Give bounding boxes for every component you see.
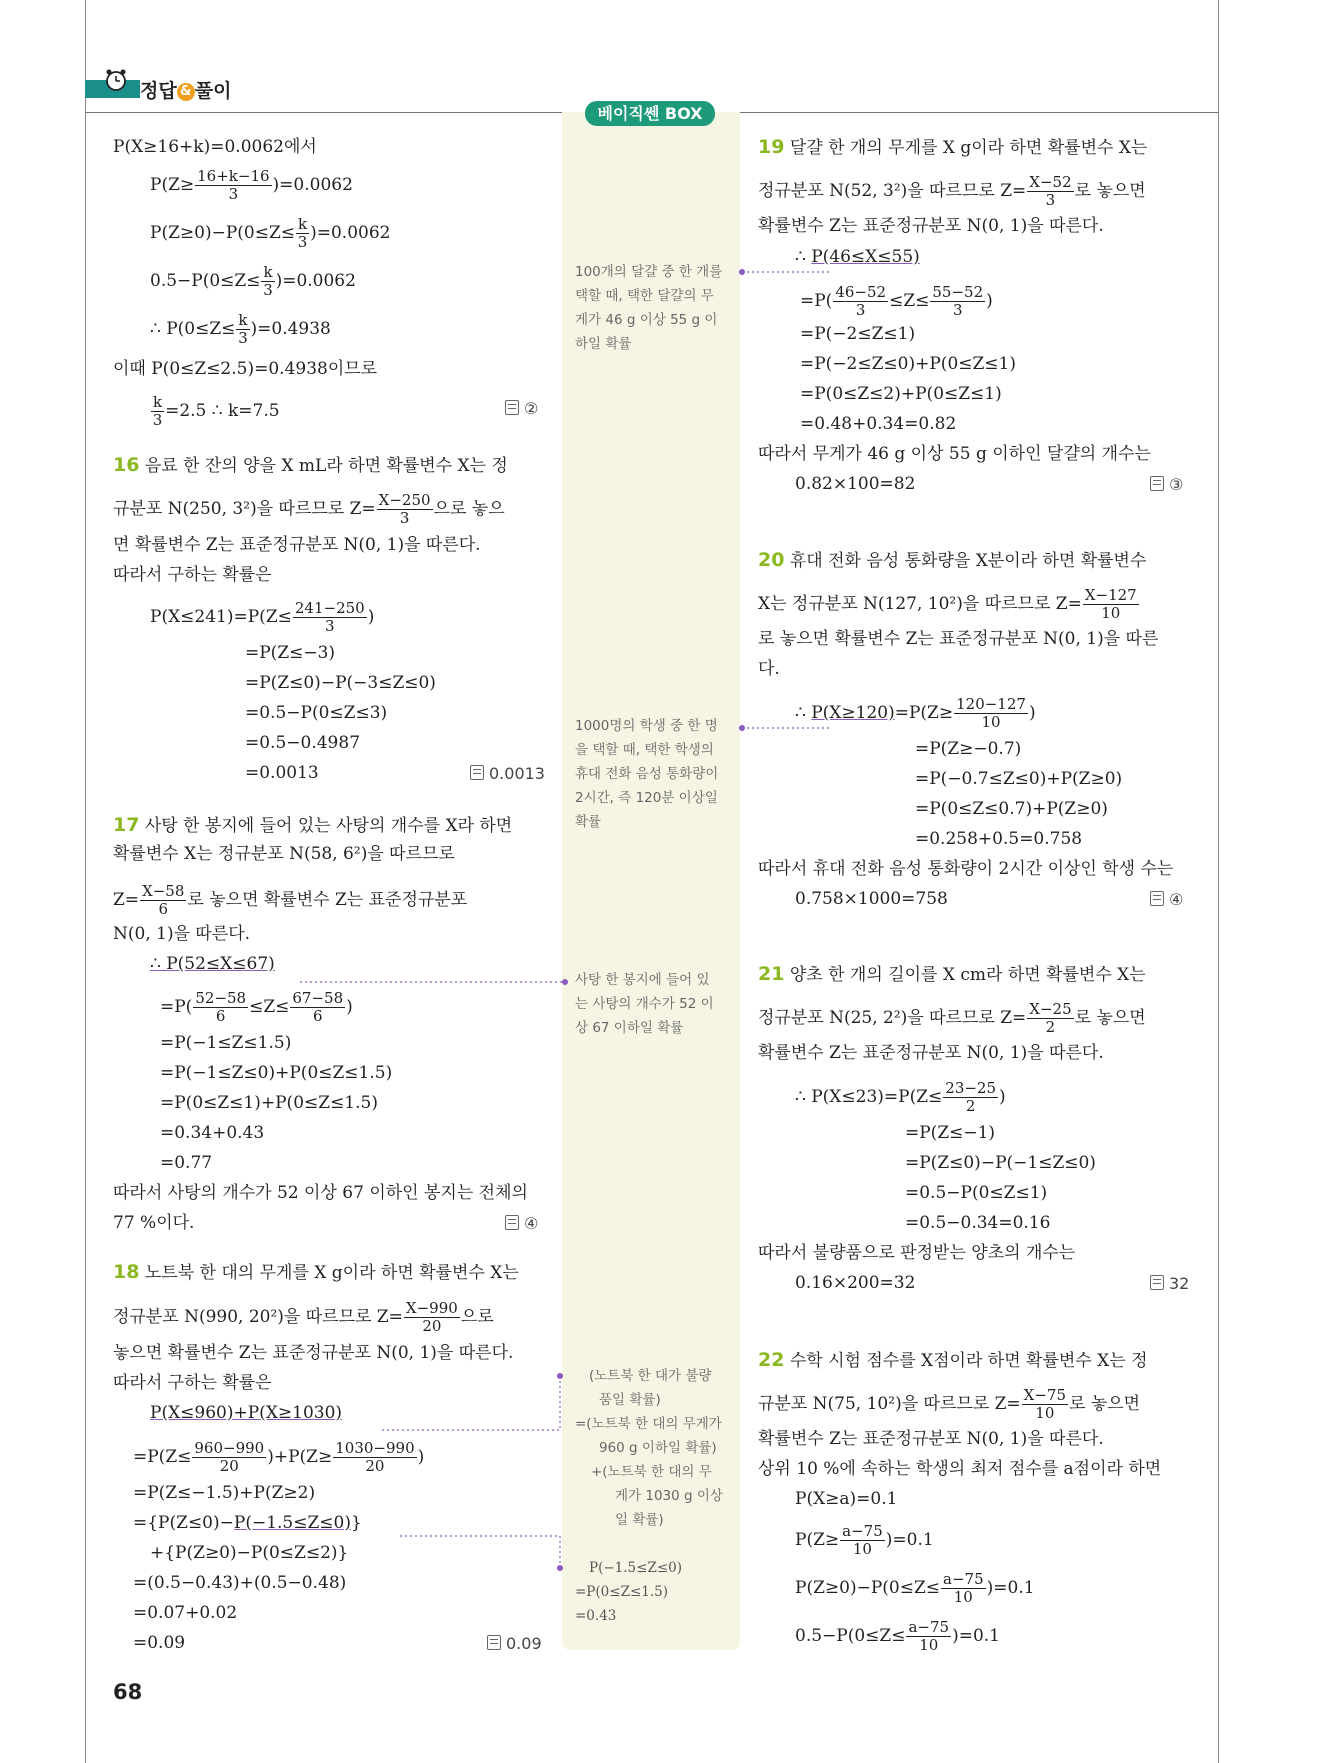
math-line: =P( $\frac{46-52}{3}$ ≤Z≤ $\frac{55-52}{3}$ ) (800, 283, 993, 319)
problem-21-line: 21 양초 한 개의 길이를 X cm라 하면 확률변수 X는 (758, 963, 1146, 985)
ampersand-badge: & (177, 83, 195, 101)
math-line: =(0.5−0.43)+(0.5−0.48) (133, 1573, 347, 1593)
math-line: =0.5−0.34=0.16 (905, 1213, 1051, 1233)
math-line: =P(Z≤−3) (245, 643, 336, 663)
math-line: =0.07+0.02 (133, 1603, 238, 1623)
text-line: 놓으면 확률변수 Z는 표준정규분포 N(0, 1)을 따른다. (113, 1343, 514, 1363)
math-line: 정규분포 N(25, 2²)을 따르므로 Z= $\frac{X-25}{2}$ 로 놓으면 (758, 1000, 1146, 1036)
math-line: =P(−1≤Z≤0)+P(0≤Z≤1.5) (160, 1063, 393, 1083)
problem-16-line: 16 음료 한 잔의 양을 X mL라 하면 확률변수 X는 정 (113, 454, 508, 476)
math-line: =P(0≤Z≤1)+P(0≤Z≤1.5) (160, 1093, 378, 1113)
problem-number: 17 (113, 814, 140, 836)
text-line: 로 놓으면 확률변수 Z는 표준정규분포 N(0, 1)을 따른 (758, 629, 1159, 649)
math-line: X는 정규분포 N(127, 10²)을 따르므로 Z= $\frac{X-127}{10}$ (758, 586, 1137, 622)
connector-dot (557, 1373, 563, 1379)
problem-22-line: 22 수학 시험 점수를 X점이라 하면 확률변수 X는 정 (758, 1349, 1148, 1371)
problem-number: 20 (758, 549, 785, 571)
math-line: =0.5−P(0≤Z≤1) (905, 1183, 1048, 1203)
box-note-20: 1000명의 학생 중 한 명 을 택할 때, 택한 학생의 휴대 전화 음성 통화량이 2시간, 즉 120분 이상일 확률 (575, 718, 719, 830)
connector-dot (557, 1565, 563, 1571)
math-line: ∴ P(46≤X≤55) (795, 247, 920, 267)
text-line: 면 확률변수 Z는 표준정규분포 N(0, 1)을 따른다. (113, 535, 481, 555)
math-line: 규분포 N(250, 3²)을 따르므로 Z= $\frac{X-250}{3}$ 으로 놓으 (113, 491, 505, 527)
answer-badge: 0.09 (487, 1634, 542, 1653)
math-line: =0.77 (160, 1153, 213, 1173)
math-line: Z= $\frac{X-58}{6}$ 로 놓으면 확률변수 Z는 표준정규분포 (113, 882, 468, 918)
box-note-18a: (노트북 한 대가 불량 품일 확률) =(노트북 한 대의 무게가 960 g 이하일 확률) +(노트북 한 대의 무 게가 1030 g 이상 일 확률) (575, 1368, 723, 1528)
math-line: =P(−0.7≤Z≤0)+P(Z≥0) (915, 769, 1123, 789)
answer-badge: ③ (1150, 475, 1183, 494)
box-note-17: 사탕 한 봉지에 들어 있 는 사탕의 개수가 52 이 상 67 이하일 확률 (575, 972, 714, 1036)
text-line: 따라서 무게가 46 g 이상 55 g 이하인 달걀의 개수는 (758, 444, 1151, 464)
problem-19-line: 19 달걀 한 개의 무게를 X g이라 하면 확률변수 X는 (758, 136, 1148, 158)
math-line: =P(0≤Z≤2)+P(0≤Z≤1) (800, 384, 1002, 404)
math-line: ={P(Z≤0)−P(−1.5≤Z≤0)} (133, 1513, 362, 1533)
header-title: 정답 & 풀이 (140, 80, 232, 102)
math-line: =0.258+0.5=0.758 (915, 829, 1083, 849)
text-line: 따라서 불량품으로 판정받는 양초의 개수는 (758, 1243, 1076, 1263)
problem-number: 22 (758, 1349, 785, 1371)
math-line: ∴ P(X≤23)=P(Z≤ $\frac{23-25}{2}$ ) (795, 1079, 1006, 1115)
answer-badge: ④ (505, 1214, 538, 1233)
math-line: 0.5−P(0≤Z≤ $\frac{a-75}{10}$ )=0.1 (795, 1618, 1000, 1654)
text-line: 이때 P(0≤Z≤2.5)=0.4938이므로 (113, 359, 378, 379)
problem-number: 18 (113, 1261, 140, 1283)
math-line: =P(0≤Z≤0.7)+P(Z≥0) (915, 799, 1108, 819)
math-line: 0.82×100=82 (795, 474, 916, 494)
problem-number: 21 (758, 963, 785, 985)
math-line: P(Z≥0)−P(0≤Z≤ $\frac{k}{3}$ )=0.0062 (150, 215, 391, 251)
basic-box-label: 베이직쎈 BOX (585, 101, 715, 126)
math-line: 0.16×200=32 (795, 1273, 916, 1293)
text-line: 확률변수 Z는 표준정규분포 N(0, 1)을 따른다. (758, 216, 1104, 236)
math-line: =P( $\frac{52-58}{6}$ ≤Z≤ $\frac{67-58}{6}$ ) (160, 989, 353, 1025)
math-line: 정규분포 N(990, 20²)을 따르므로 Z= $\frac{X-990}{20}$ 으로 (113, 1299, 494, 1335)
math-line: =0.0013 (245, 763, 319, 783)
box-note-18b: P(−1.5≤Z≤0) =P(0≤Z≤1.5) =0.43 (575, 1560, 682, 1624)
text-line: 따라서 구하는 확률은 (113, 1373, 272, 1393)
problem-20-line: 20 휴대 전화 음성 통화량을 X분이라 하면 확률변수 (758, 549, 1147, 571)
connector-dot (739, 725, 745, 731)
answer-badge: ④ (1150, 890, 1183, 909)
math-line: ∴ P(X≥120)=P(Z≥ $\frac{120-127}{10}$ ) (795, 695, 1036, 731)
math-line: 정규분포 N(52, 3²)을 따르므로 Z= $\frac{X-52}{3}$ 로 놓으면 (758, 173, 1146, 209)
math-line: ∴ P(0≤Z≤ $\frac{k}{3}$ )=0.4938 (150, 311, 331, 347)
math-line: P(Z≥ $\frac{a-75}{10}$ )=0.1 (795, 1522, 934, 1558)
math-line: =0.5−0.4987 (245, 733, 361, 753)
math-line: =P(−1≤Z≤1.5) (160, 1033, 292, 1053)
box-note-19: 100개의 달걀 중 한 개를 택할 때, 택한 달걀의 무 게가 46 g 이상 55 g 이 하일 확률 (575, 264, 723, 352)
text-line: P(X≥16+k)=0.0062에서 (113, 137, 317, 157)
math-line: P(X≥a)=0.1 (795, 1489, 898, 1509)
connector-dot (739, 269, 745, 275)
math-line: P(X≤241)=P(Z≤ $\frac{241-250}{3}$ ) (150, 599, 375, 635)
problem-17-line: 17 사탕 한 봉지에 들어 있는 사탕의 개수를 X라 하면 (113, 814, 513, 836)
connector-18b (400, 1536, 560, 1568)
math-line: =P(Z≤−1) (905, 1123, 996, 1143)
math-line: =0.34+0.43 (160, 1123, 265, 1143)
math-line: =0.48+0.34=0.82 (800, 414, 957, 434)
math-line: P(Z≥ $\frac{16+k-16}{3}$ )=0.0062 (150, 167, 353, 203)
problem-18-line: 18 노트북 한 대의 무게를 X g이라 하면 확률변수 X는 (113, 1261, 519, 1283)
text-line: 따라서 휴대 전화 음성 통화량이 2시간 이상인 학생 수는 (758, 859, 1174, 879)
text-line: 상위 10 %에 속하는 학생의 최저 점수를 a점이라 하면 (758, 1459, 1162, 1479)
text-line: 확률변수 Z는 표준정규분포 N(0, 1)을 따른다. (758, 1429, 1104, 1449)
math-line: =0.5−P(0≤Z≤3) (245, 703, 388, 723)
math-line: ∴ P(52≤X≤67) (150, 954, 275, 974)
connector-dot (562, 979, 568, 985)
answer-badge: 32 (1150, 1274, 1189, 1293)
problem-number: 16 (113, 454, 140, 476)
math-line: =P(Z≤ $\frac{960-990}{20}$ )+P(Z≥ $\frac{1030-990}{20}$ ) (133, 1439, 425, 1475)
math-line: 규분포 N(75, 10²)을 따르므로 Z= $\frac{X-75}{10}$ 로 놓으면 (758, 1386, 1141, 1422)
page-number: 68 (113, 1680, 143, 1704)
text-line: 따라서 구하는 확률은 (113, 565, 272, 585)
text-line: 77 %이다. (113, 1213, 195, 1233)
math-line: +{P(Z≥0)−P(0≤Z≤2)} (150, 1543, 349, 1563)
problem-number: 19 (758, 136, 785, 158)
math-line: =P(Z≤0)−P(−3≤Z≤0) (245, 673, 436, 693)
math-line: =P(Z≤0)−P(−1≤Z≤0) (905, 1153, 1096, 1173)
math-line: 0.758×1000=758 (795, 889, 948, 909)
math-line: =P(−2≤Z≤1) (800, 324, 916, 344)
answer-badge: 0.0013 (470, 764, 545, 783)
answer-badge: ② (505, 399, 538, 418)
math-line: P(Z≥0)−P(0≤Z≤ $\frac{a-75}{10}$ )=0.1 (795, 1570, 1035, 1606)
math-line: P(X≤960)+P(X≥1030) (150, 1403, 343, 1423)
math-line: =0.09 (133, 1633, 186, 1653)
text-line: N(0, 1)을 따른다. (113, 924, 251, 944)
math-line: =P(−2≤Z≤0)+P(0≤Z≤1) (800, 354, 1017, 374)
text-line: 따라서 사탕의 개수가 52 이상 67 이하인 봉지는 전체의 (113, 1183, 528, 1203)
math-line: =P(Z≤−1.5)+P(Z≥2) (133, 1483, 316, 1503)
math-line: $\frac{k}{3}$ =2.5 ∴ k=7.5 (152, 393, 280, 429)
text-line: 확률변수 X는 정규분포 N(58, 6²)을 따르므로 (113, 844, 455, 864)
math-line: =P(Z≥−0.7) (915, 739, 1022, 759)
text-line: 다. (758, 659, 780, 679)
math-line: 0.5−P(0≤Z≤ $\frac{k}{3}$ )=0.0062 (150, 263, 356, 299)
connector-18a (380, 1376, 560, 1430)
text-line: 확률변수 Z는 표준정규분포 N(0, 1)을 따른다. (758, 1043, 1104, 1063)
